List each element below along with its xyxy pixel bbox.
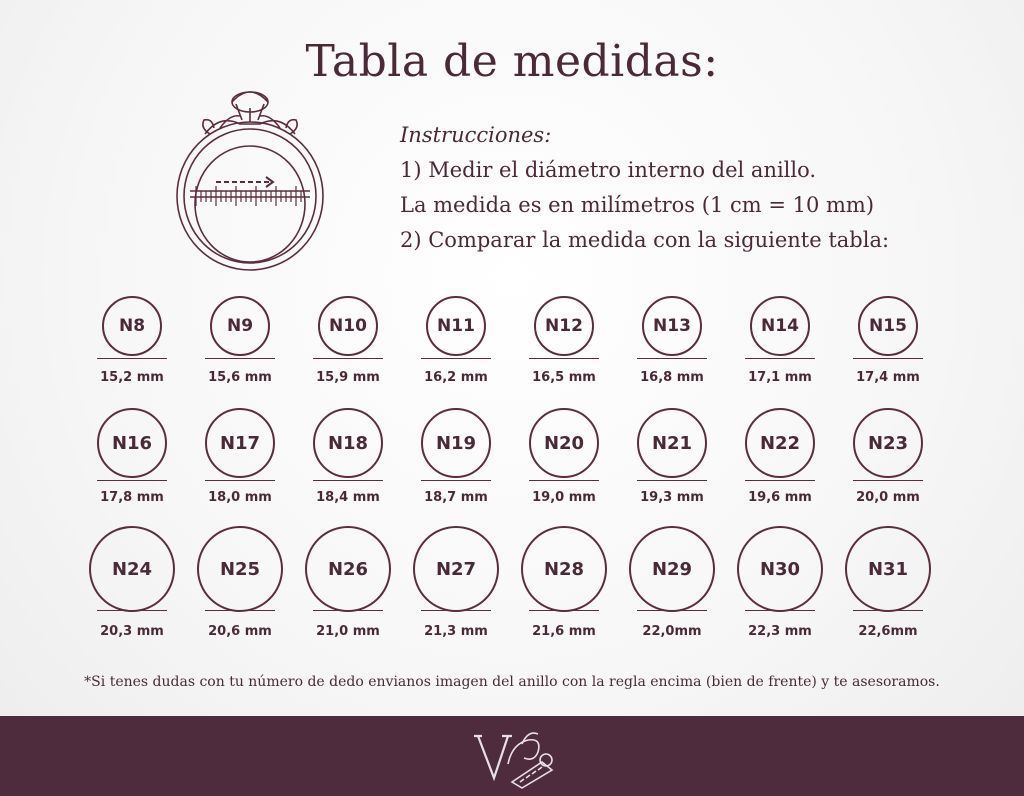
size-item	[828, 408, 948, 518]
size-circle: N29	[629, 526, 715, 612]
size-mm-label: 22,6mm	[858, 624, 918, 639]
size-circle: N16	[97, 408, 167, 478]
size-circle: N11	[426, 296, 486, 356]
size-mm-label: 19,0 mm	[532, 490, 596, 505]
size-mm-label: 21,6 mm	[532, 624, 596, 639]
size-item	[396, 526, 516, 639]
size-circle: N26	[305, 526, 391, 612]
size-circle: N8	[102, 296, 162, 356]
size-item	[612, 408, 732, 518]
size-underline	[853, 610, 923, 611]
size-circle: N21	[637, 408, 707, 478]
size-circle: N25	[197, 526, 283, 612]
size-underline	[853, 480, 923, 481]
size-item	[720, 296, 840, 406]
size-item	[288, 526, 408, 639]
size-mm-label: 21,0 mm	[316, 624, 380, 639]
size-underline	[421, 480, 491, 481]
size-item	[720, 526, 840, 639]
size-mm-label: 20,3 mm	[100, 624, 164, 639]
size-item	[72, 296, 192, 406]
size-mm-label: 16,8 mm	[640, 370, 704, 385]
size-circle: N31	[845, 526, 931, 612]
size-circle: N30	[737, 526, 823, 612]
size-underline	[637, 610, 707, 611]
size-underline	[421, 610, 491, 611]
size-circle: N24	[89, 526, 175, 612]
size-item	[288, 408, 408, 518]
size-item	[72, 408, 192, 518]
size-circle: N17	[205, 408, 275, 478]
size-item	[396, 296, 516, 406]
size-item	[180, 296, 300, 406]
size-item	[180, 526, 300, 639]
instructions-heading: Instrucciones:	[400, 123, 552, 147]
size-underline	[637, 480, 707, 481]
instructions-line-2: La medida es en milímetros (1 cm = 10 mm)	[400, 193, 875, 217]
size-circle: N15	[858, 296, 918, 356]
page-title: Tabla de medidas:	[305, 36, 719, 87]
size-item	[180, 408, 300, 518]
size-item	[504, 296, 624, 406]
size-mm-label: 20,6 mm	[208, 624, 272, 639]
size-mm-label: 22,3 mm	[748, 624, 812, 639]
size-circle: N9	[210, 296, 270, 356]
instructions	[400, 118, 960, 258]
size-circle: N14	[750, 296, 810, 356]
size-mm-label: 20,0 mm	[856, 490, 920, 505]
size-underline	[529, 610, 599, 611]
size-underline	[97, 610, 167, 611]
size-mm-label: 17,8 mm	[100, 490, 164, 505]
footer-bar	[0, 716, 1024, 796]
ring-measure-illustration	[160, 84, 340, 274]
size-item	[72, 526, 192, 639]
size-mm-label: 18,4 mm	[316, 490, 380, 505]
size-mm-label: 16,2 mm	[424, 370, 488, 385]
size-underline	[97, 358, 167, 359]
size-mm-label: 15,9 mm	[316, 370, 380, 385]
size-circle: N10	[318, 296, 378, 356]
size-mm-label: 21,3 mm	[424, 624, 488, 639]
size-underline	[529, 480, 599, 481]
size-circle: N22	[745, 408, 815, 478]
size-item	[720, 408, 840, 518]
size-mm-label: 19,6 mm	[748, 490, 812, 505]
size-underline	[205, 610, 275, 611]
size-mm-label: 17,1 mm	[748, 370, 812, 385]
size-mm-label: 15,2 mm	[100, 370, 164, 385]
size-circle: N18	[313, 408, 383, 478]
size-underline	[205, 480, 275, 481]
size-circle: N20	[529, 408, 599, 478]
size-mm-label: 15,6 mm	[208, 370, 272, 385]
size-item	[828, 296, 948, 406]
size-circle: N19	[421, 408, 491, 478]
size-mm-label: 17,4 mm	[856, 370, 920, 385]
size-underline	[637, 358, 707, 359]
size-underline	[313, 480, 383, 481]
size-mm-label: 18,0 mm	[208, 490, 272, 505]
brand-logo	[472, 724, 562, 790]
size-mm-label: 19,3 mm	[640, 490, 704, 505]
size-circle: N23	[853, 408, 923, 478]
size-underline	[421, 358, 491, 359]
size-item	[828, 526, 948, 639]
size-underline	[97, 480, 167, 481]
size-underline	[529, 358, 599, 359]
size-item	[396, 408, 516, 518]
size-item	[504, 408, 624, 518]
size-underline	[313, 610, 383, 611]
size-underline	[313, 358, 383, 359]
size-item	[612, 526, 732, 639]
instructions-line-1: 1) Medir el diámetro interno del anillo.	[400, 158, 817, 182]
instructions-line-3: 2) Comparar la medida con la siguiente tabla:	[400, 228, 890, 252]
size-item	[288, 296, 408, 406]
size-underline	[205, 358, 275, 359]
size-circle: N13	[642, 296, 702, 356]
size-circle: N28	[521, 526, 607, 612]
size-underline	[745, 610, 815, 611]
footnote: *Si tenes dudas con tu número de dedo envianos imagen del anillo con la regla encima (bien de frente) y te asesoramos.	[84, 674, 940, 690]
size-circle: N12	[534, 296, 594, 356]
size-item	[612, 296, 732, 406]
size-underline	[745, 480, 815, 481]
size-mm-label: 16,5 mm	[532, 370, 596, 385]
size-item	[504, 526, 624, 639]
size-underline	[745, 358, 815, 359]
size-mm-label: 18,7 mm	[424, 490, 488, 505]
size-circle: N27	[413, 526, 499, 612]
size-mm-label: 22,0mm	[642, 624, 702, 639]
size-underline	[853, 358, 923, 359]
